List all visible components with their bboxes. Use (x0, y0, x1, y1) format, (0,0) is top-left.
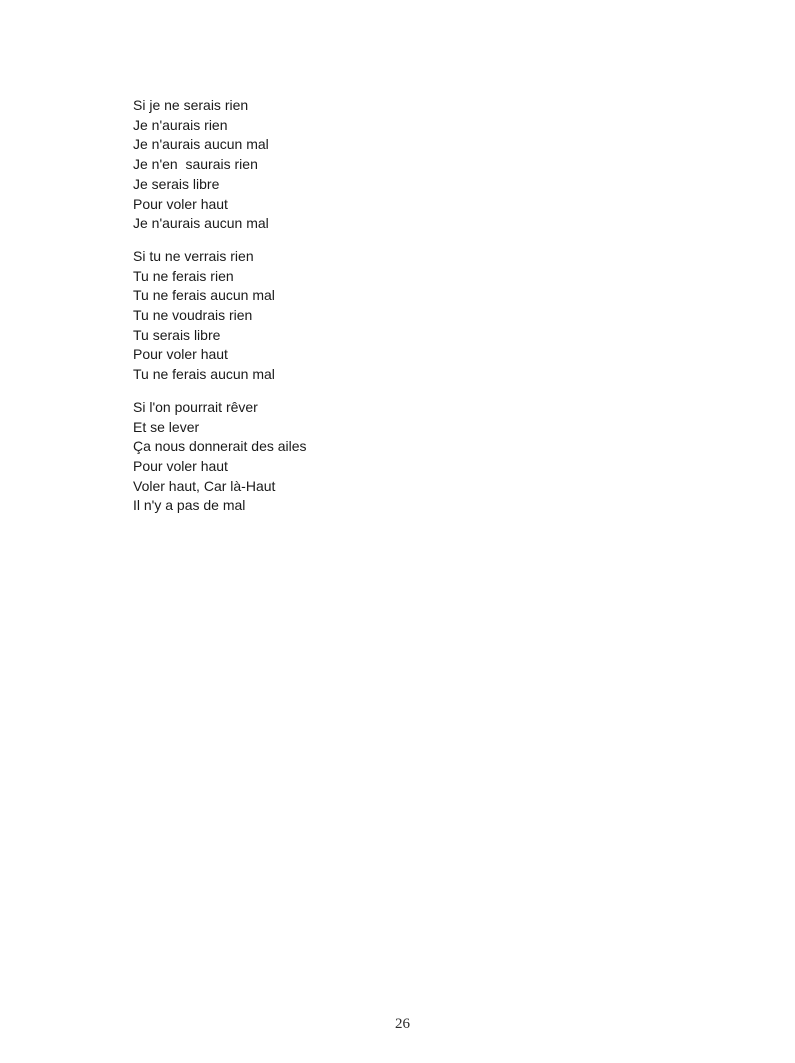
page-number: 26 (395, 1016, 410, 1032)
lyric-line: Voler haut, Car là-Haut (133, 477, 276, 494)
lyric-line: Je serais libre (133, 175, 220, 192)
lyric-line: Tu serais libre (133, 326, 221, 343)
lyric-line: Si je ne serais rien (133, 97, 249, 113)
lyric-line: Ça nous donnerait des ailes (133, 438, 307, 455)
stanza-1 (133, 96, 755, 234)
lyric-line: Tu ne ferais aucun mal (133, 287, 275, 304)
lyric-line: Tu ne ferais aucun mal (133, 366, 275, 383)
stanza-3 (133, 398, 755, 516)
lyric-line: Pour voler haut (133, 346, 228, 363)
lyric-line: Et se lever (133, 418, 200, 435)
lyric-line: Je n'aurais aucun mal (133, 136, 269, 153)
lyric-line: Si l'on pourrait rêver (133, 398, 258, 415)
lyric-line: Je n'aurais rien (133, 116, 228, 133)
page-footer (0, 1016, 795, 1033)
lyrics-text-block (133, 96, 755, 529)
lyric-line: Pour voler haut (133, 457, 228, 474)
lyric-line: Je n'en saurais rien (133, 156, 258, 173)
lyric-line: Tu ne ferais rien (133, 267, 234, 284)
lyric-line: Tu ne voudrais rien (133, 307, 253, 324)
lyric-line: Si tu ne verrais rien (133, 247, 254, 264)
lyric-line: Pour voler haut (133, 195, 228, 212)
lyric-line: Je n'aurais aucun mal (133, 215, 269, 232)
stanza-2 (133, 247, 755, 385)
lyric-line: Il n'y a pas de mal (133, 497, 246, 514)
